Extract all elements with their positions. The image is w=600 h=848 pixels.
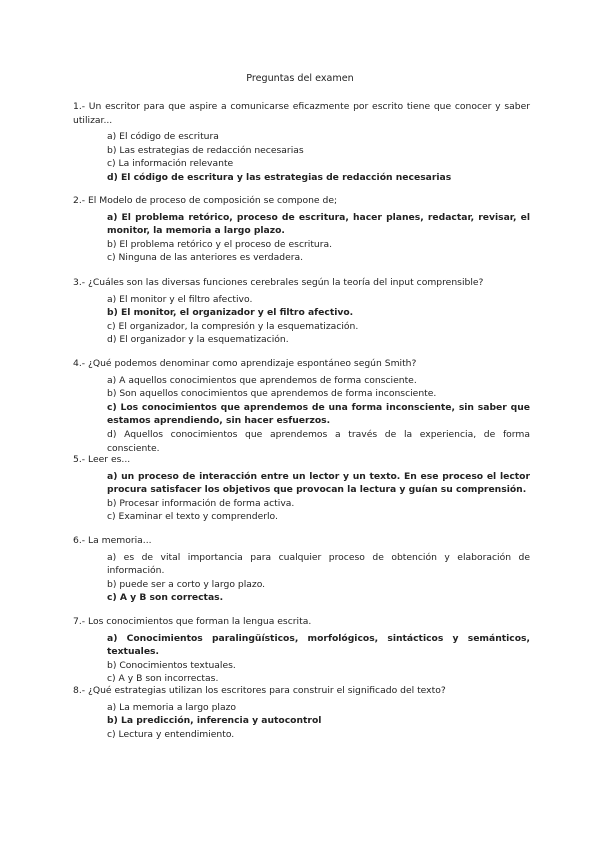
answer-options [73, 211, 530, 265]
answer-option: c) Lectura y entendimiento. [107, 728, 235, 740]
answer-option: b) Conocimientos textuales. [107, 659, 236, 671]
question-text: 4.- ¿Qué podemos denominar como aprendizaje espontáneo según Smith? [73, 358, 417, 369]
question-text: 2.- El Modelo de proceso de composición se compone de; [73, 195, 338, 206]
question-4 [73, 357, 530, 455]
answer-option: d) El código de escritura y las estrategias de redacción necesarias [107, 171, 452, 183]
answer-options [73, 374, 530, 456]
question-7 [73, 615, 530, 686]
answer-option: a) Conocimientos paralingüísticos, morfológicos, sintácticos y semánticos, textuales. [107, 632, 530, 658]
answer-option: b) Son aquellos conocimientos que aprendemos de forma inconsciente. [107, 388, 437, 400]
answer-option: c) Los conocimientos que aprendemos de una forma inconsciente, sin saber que estamos aprendiendo, sin hacer esfuerzos. [107, 401, 530, 427]
answer-option: c) La información relevante [107, 158, 234, 170]
answer-options [73, 293, 530, 347]
question-text: 3.- ¿Cuáles son las diversas funciones cerebrales según la teoría del input comprensible? [73, 277, 484, 288]
question-text: 6.- La memoria... [73, 535, 152, 546]
answer-options [73, 551, 530, 605]
answer-option: c) A y B son correctas. [107, 592, 224, 604]
question-5 [73, 453, 530, 524]
answer-option: a) un proceso de interacción entre un lector y un texto. En ese proceso el lector procura satisfacer los objetivos que provocan la lectura y guían su comprensión. [107, 470, 530, 496]
answer-option: a) El monitor y el filtro afectivo. [107, 293, 253, 305]
answer-option: a) El código de escritura [107, 131, 219, 143]
question-text: 1.- Un escritor para que aspire a comunicarse eficazmente por escrito tiene que conocer y saber utilizar... [73, 101, 530, 126]
answer-option: b) Procesar información de forma activa. [107, 497, 295, 509]
answer-option: b) El monitor, el organizador y el filtro afectivo. [107, 307, 354, 319]
question-6 [73, 534, 530, 605]
answer-option: b) La predicción, inferencia y autocontrol [107, 715, 322, 727]
page-title: Preguntas del examen [246, 73, 354, 84]
answer-option: d) El organizador y la esquematización. [107, 334, 289, 346]
answer-option: b) Las estrategias de redacción necesarias [107, 144, 304, 156]
answer-option: a) es de vital importancia para cualquier proceso de obtención y elaboración de información. [107, 551, 530, 577]
question-2 [73, 194, 530, 265]
answer-options [73, 470, 530, 524]
answer-options [73, 130, 530, 184]
question-8 [73, 684, 530, 741]
answer-option: c) Examinar el texto y comprenderlo. [107, 511, 278, 523]
answer-option: d) Aquellos conocimientos que aprendemos a través de la experiencia, de forma consciente. [107, 428, 530, 454]
answer-options [73, 632, 530, 686]
question-3 [73, 276, 530, 347]
question-text: 7.- Los conocimientos que forman la lengua escrita. [73, 616, 312, 627]
answer-option: c) Ninguna de las anteriores es verdadera. [107, 252, 304, 264]
answer-options [73, 701, 530, 742]
question-1 [73, 100, 530, 185]
answer-option: a) A aquellos conocimientos que aprendemos de forma consciente. [107, 374, 417, 386]
answer-option: c) El organizador, la compresión y la esquematización. [107, 320, 359, 332]
answer-option: a) El problema retórico, proceso de escritura, hacer planes, redactar, revisar, el monitor, la memoria a largo plazo. [107, 211, 530, 237]
answer-option: c) A y B son incorrectas. [107, 673, 219, 685]
answer-option: a) La memoria a largo plazo [107, 701, 237, 713]
question-text: 5.- Leer es... [73, 454, 131, 465]
question-text: 8.- ¿Qué estrategias utilizan los escritores para construir el significado del texto? [73, 685, 446, 696]
answer-option: b) El problema retórico y el proceso de escritura. [107, 238, 333, 250]
answer-option: b) puede ser a corto y largo plazo. [107, 578, 266, 590]
